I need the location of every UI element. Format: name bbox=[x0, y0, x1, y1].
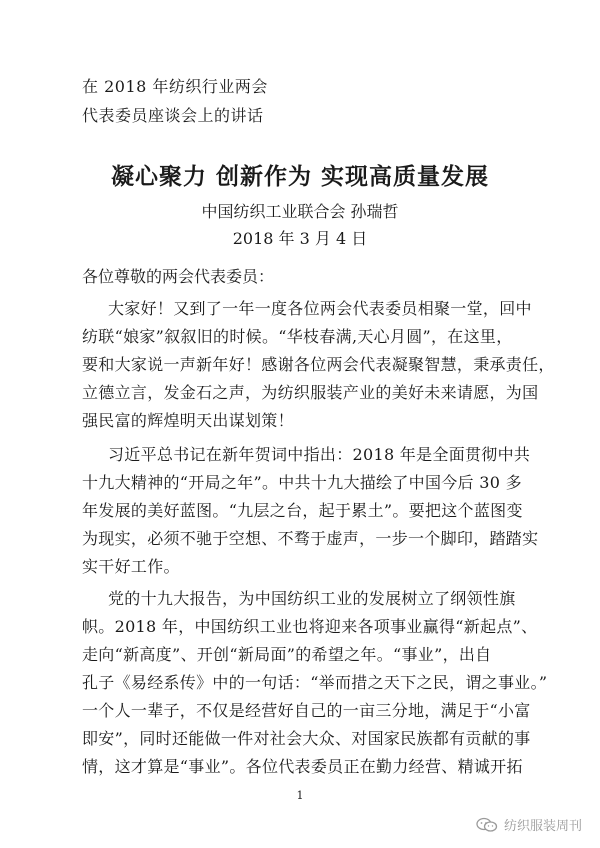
body-line: 一个人一辈子，不仅是经营好自己的一亩三分地，满足于“小富 bbox=[82, 701, 531, 720]
page-number: 1 bbox=[296, 789, 304, 802]
body-line: 帜。2018 年，中国纺织工业也将迎来各项事业赢得“新起点”、 bbox=[82, 617, 538, 636]
speech-author: 中国纺织工业联合会 孙瑞哲 bbox=[201, 202, 399, 221]
wechat-watermark bbox=[476, 815, 582, 834]
speech-title: 凝心聚力 创新作为 实现高质量发展 bbox=[110, 163, 489, 190]
body-line: 年发展的美好蓝图。“九层之台，起于累土”。要把这个蓝图变 bbox=[82, 501, 523, 520]
body-line: 要和大家说一声新年好！感谢各位两会代表凝聚智慧，秉承责任， bbox=[82, 355, 555, 374]
body-line: 走向“新高度”、开创“新局面”的希望之年。“事业”，出自 bbox=[82, 645, 492, 664]
body-line: 立德立言，发金石之声，为纺织服装产业的美好未来请愿，为国 bbox=[82, 383, 539, 402]
body-line: 党的十九大报告，为中国纺织工业的发展树立了纲领性旗 bbox=[108, 589, 516, 608]
salutation: 各位尊敬的两会代表委员： bbox=[82, 267, 275, 286]
wechat-icon bbox=[476, 817, 498, 833]
body-line: 即安”，同时还能做一件对社会大众、对国家民族都有贡献的事 bbox=[82, 729, 531, 748]
body-line: 孔子《易经系传》中的一句话：“举而措之天下之民，谓之事业。” bbox=[82, 673, 548, 692]
body-line: 纺联“娘家”叙叙旧的时候。“华枝春满,天心月圆”，在这里， bbox=[82, 327, 513, 346]
speech-occasion-line-2: 代表委员座谈会上的讲话 bbox=[82, 106, 264, 125]
body-line: 为现实，必须不驰于空想、不骛于虚声，一步一个脚印，踏踏实 bbox=[82, 529, 539, 548]
speech-occasion-line-1: 在 2018 年纺织行业两会 bbox=[82, 77, 268, 96]
watermark-text: 纺织服装周刊 bbox=[503, 819, 582, 834]
body-line: 习近平总书记在新年贺词中指出：2018 年是全面贯彻中共 bbox=[108, 445, 531, 464]
body-line: 实干好工作。 bbox=[82, 557, 180, 576]
speech-date: 2018 年 3 月 4 日 bbox=[232, 229, 368, 248]
body-line: 十九大精神的“开局之年”。中共十九大描绘了中国今后 30 多 bbox=[82, 473, 522, 492]
body-line: 大家好！又到了一年一度各位两会代表委员相聚一堂，回中 bbox=[108, 299, 532, 318]
body-line: 强民富的辉煌明天出谋划策！ bbox=[82, 411, 294, 430]
body-line: 情，这才算是“事业”。各位代表委员正在勤力经营、精诚开拓 bbox=[82, 757, 523, 776]
